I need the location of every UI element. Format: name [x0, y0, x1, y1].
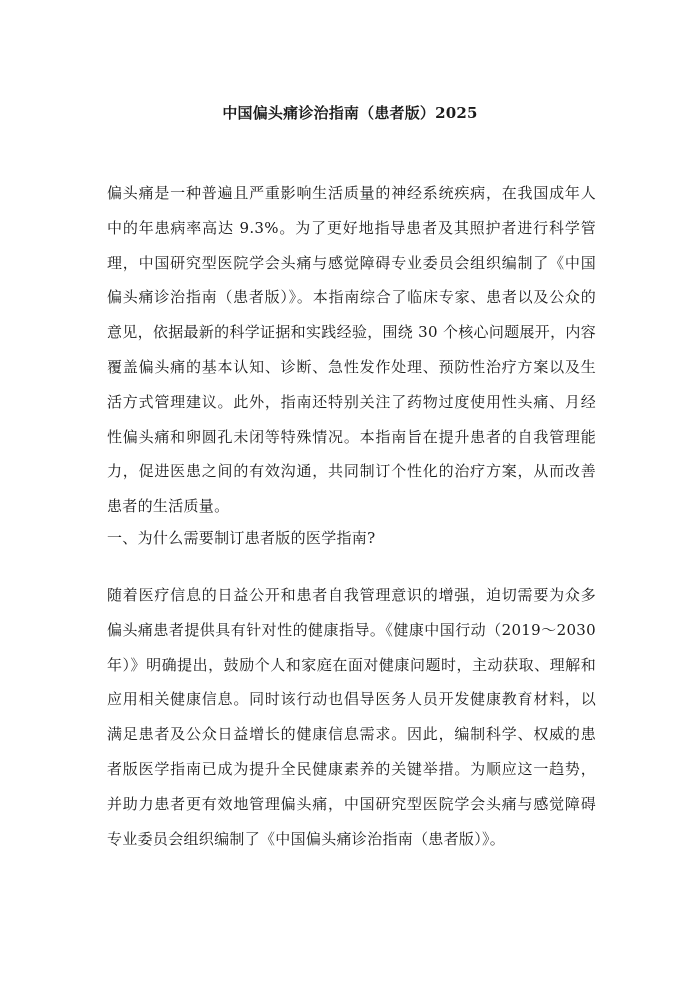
section-paragraph: 随着医疗信息的日益公开和患者自我管理意识的增强，迫切需要为众多偏头痛患者提供具有针对性的健康指导。《健康中国行动（2019～2030 年）》明确提出，鼓励个人和家庭在面对健康问题时，主动获取、理解和应用相关健康信息。同时该行动也倡导医务人员开发健康教育材料，以满足患者及公众日益增长的健康信息需求。因此，编制科学、权威的患者版医学指南已成为提升全民健康素养的关键举措。为顺应这一趋势，并助力患者更有效地管理偏头痛，中国研究型医院学会头痛与感觉障碍专业委员会组织编制了《中国偏头痛诊治指南（患者版）》。 — [107, 586, 596, 848]
section-heading: 一、为什么需要制订患者版的医学指南? — [107, 529, 376, 547]
document-title: 中国偏头痛诊治指南（患者版）2025 — [222, 104, 478, 123]
intro-paragraph: 偏头痛是一种普遍且严重影响生活质量的神经系统疾病，在我国成年人中的年患病率高达 9.3%。为了更好地指导患者及其照护者进行科学管理，中国研究型医院学会头痛与感觉障碍专业委员会组织编制了《中国偏头痛诊治指南（患者版）》。本指南综合了临床专家、患者以及公众的意见，依据最新的科学证据和实践经验，围绕 30 个核心问题展开，内容覆盖偏头痛的基本认知、诊断、急性发作处理、预防性治疗方案以及生活方式管理建议。此外，指南还特别关注了药物过度使用性头痛、月经性偏头痛和卵圆孔未闭等特殊情况。本指南旨在提升患者的自我管理能力，促进医患之间的有效沟通，共同制订个性化的治疗方案，从而改善患者的生活质量。 — [107, 184, 596, 516]
